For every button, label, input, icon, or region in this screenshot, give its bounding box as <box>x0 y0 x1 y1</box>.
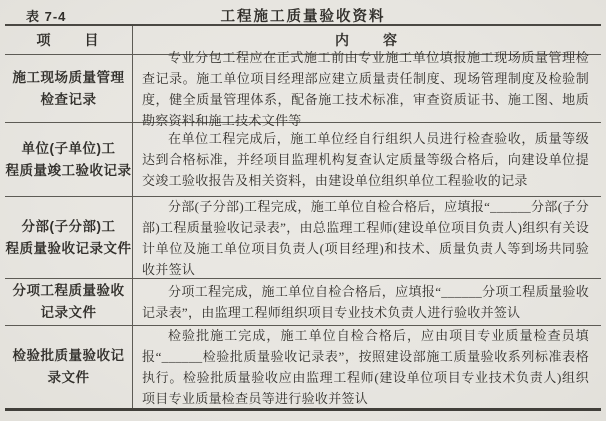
row-item-label <box>5 55 133 122</box>
row-item-line: 检验批质量验收记 <box>12 348 125 363</box>
row-item-line: 程质量竣工验收记录 <box>5 162 132 178</box>
row-item-label <box>5 123 133 196</box>
column-header-item: 项 目 <box>5 26 133 54</box>
row-item-label <box>5 326 133 408</box>
row-content-text: 分项工程完成，施工单位自检合格后，应填报“______分项工程质量验收记录表”，由监理工程师组织项目专业技术负责人进行验收并签认 <box>142 284 589 320</box>
table-row <box>5 122 601 196</box>
quality-acceptance-table <box>5 24 601 411</box>
row-content-cell <box>133 49 601 128</box>
row-item-line: 程质量验收记录文件 <box>5 240 132 256</box>
column-header-content: 内 容 <box>335 34 399 49</box>
row-item-label <box>5 279 133 325</box>
row-content-cell <box>133 279 601 325</box>
row-content-text: 分部(子分部)工程完成，施工单位自检合格后，应填报“______分部(子分部)工程质量验收记录表”，由总监理工程师(建设单位项目负责人)组织有关设计单位及施工单位项目负责人(项目经理)和技术、质量负责人等到场共同验收并签认 <box>142 198 589 277</box>
row-content-cell <box>133 326 601 408</box>
row-content-cell <box>133 123 601 196</box>
row-item-line: 分项工程质量验收 <box>12 283 125 298</box>
row-content-text: 专业分包工程应在正式施工前由专业施工单位填报施工现场质量管理检查记录。施工单位项目经理部应建立质量责任制度、现场管理制度及检验制度，健全质量管理体系，配备施工技术标准，审查资质证书、施工图、地质勘察资料和施工技术文件等 <box>142 49 589 128</box>
row-content-cell <box>133 197 601 278</box>
table-row <box>5 49 601 128</box>
row-content-text: 在单位工程完成后，施工单位经自行组织人员进行检查验收，质量等级达到合格标准，并经项目监理机构复查认定质量等级合格后，向建设单位提交竣工验收报告及相关资料，由建设单位组织单位工程验收的记录 <box>142 131 589 188</box>
table-caption <box>0 3 606 24</box>
row-item-line: 录文件 <box>47 370 90 385</box>
table-row <box>5 196 601 278</box>
row-item-line: 记录文件 <box>40 305 97 320</box>
table-number: 表 7-4 <box>26 9 67 24</box>
table-row <box>5 325 601 408</box>
row-item-line: 分部(子分部)工 <box>21 218 116 234</box>
row-item-label <box>5 197 133 278</box>
row-item-line: 施工现场质量管理 <box>12 69 125 85</box>
row-item-line: 单位(子单位)工 <box>21 140 116 156</box>
table-title: 工程施工质量验收资料 <box>220 9 386 25</box>
row-item-line: 检查记录 <box>40 91 97 107</box>
table-row <box>5 278 601 325</box>
row-content-text: 检验批施工完成，施工单位自检合格后，应由项目专业质量检查员填报“______检验批质量验收记录表”，按照建设部施工质量验收系列标准表格执行。检验批质量验收应由监理工程师(建设单位项目专业技术负责人)组织项目专业质量检查员等进行验收并签认 <box>142 328 589 406</box>
